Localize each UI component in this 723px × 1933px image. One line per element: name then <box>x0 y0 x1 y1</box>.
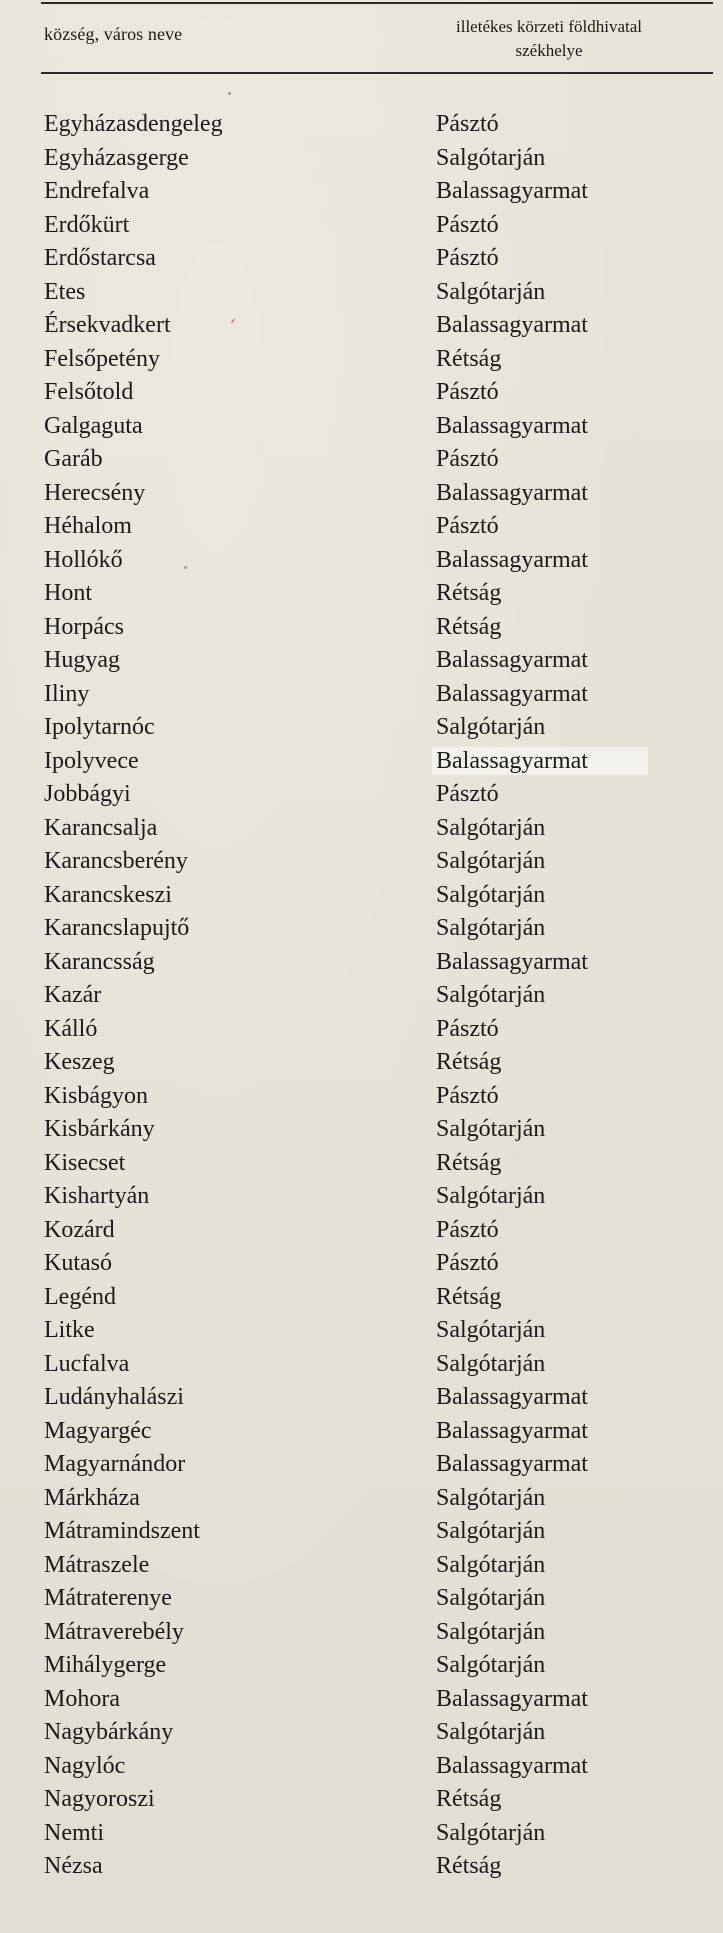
table-row <box>0 1417 723 1451</box>
municipality-name: Magyargéc <box>44 1417 152 1444</box>
land-office-seat: Pásztó <box>436 1015 499 1042</box>
table-row <box>0 1852 723 1886</box>
table-row <box>0 1216 723 1250</box>
table-row <box>0 546 723 580</box>
municipality-name: Mátraterenye <box>44 1585 172 1611</box>
table-row <box>0 1718 723 1752</box>
table-row <box>0 1685 723 1719</box>
municipality-name: Nézsa <box>44 1853 103 1879</box>
municipality-name: Iliny <box>44 680 90 707</box>
land-office-seat: Rétság <box>436 1786 502 1812</box>
municipality-name: Héhalom <box>44 513 132 539</box>
table-row <box>0 1484 723 1518</box>
municipality-name: Herecsény <box>44 479 146 506</box>
table-row <box>0 1015 723 1049</box>
table-row <box>0 1651 723 1685</box>
municipality-name: Mihálygerge <box>44 1652 167 1678</box>
table-row <box>0 1249 723 1283</box>
table-row <box>0 1149 723 1183</box>
table-row <box>0 1115 723 1149</box>
land-office-seat: Balassagyarmat <box>436 948 588 975</box>
land-office-seat: Rétság <box>436 580 502 606</box>
table-row <box>0 646 723 680</box>
table-row <box>0 1785 723 1819</box>
table-row <box>0 914 723 948</box>
municipality-name: Mátraverebély <box>44 1618 184 1645</box>
table-row <box>0 1283 723 1317</box>
table-row <box>0 1350 723 1384</box>
table-row <box>0 1618 723 1652</box>
table-row <box>0 1752 723 1786</box>
table-row <box>0 1584 723 1618</box>
column-header-office-line1: illetékes körzeti földhivatal <box>456 17 642 36</box>
municipality-name: Kazár <box>44 982 102 1008</box>
print-speck <box>228 92 231 95</box>
municipality-name: Litke <box>44 1317 95 1343</box>
municipality-name: Hont <box>44 580 92 606</box>
municipality-name: Erdőstarcsa <box>44 245 156 271</box>
land-office-seat: Salgótarján <box>436 714 546 740</box>
table-row <box>0 713 723 747</box>
municipality-name: Karancskeszi <box>44 881 172 908</box>
land-office-seat: Pásztó <box>436 211 499 238</box>
land-office-seat: Salgótarján <box>436 1317 546 1343</box>
table-row <box>0 847 723 881</box>
column-header-office-line2: székhelye <box>515 41 583 60</box>
municipality-name: Karancslapujtő <box>44 915 190 941</box>
table-row <box>0 1182 723 1216</box>
municipality-name: Kishartyán <box>44 1183 150 1209</box>
municipality-name: Kálló <box>44 1015 98 1042</box>
land-office-seat: Balassagyarmat <box>436 178 588 204</box>
municipality-name: Karancsalja <box>44 814 158 841</box>
land-office-seat: Pásztó <box>436 1250 499 1276</box>
municipality-name: Nagyoroszi <box>44 1786 155 1812</box>
table-row <box>0 1383 723 1417</box>
municipality-name: Endrefalva <box>44 178 150 204</box>
municipality-name: Kisbárkány <box>44 1116 155 1142</box>
municipality-name: Márkháza <box>44 1484 140 1511</box>
land-office-seat: Salgótarján <box>436 1484 546 1511</box>
land-office-seat: Balassagyarmat <box>436 1417 588 1444</box>
municipality-name: Karancsság <box>44 948 155 975</box>
table-row <box>0 278 723 312</box>
land-office-seat: Balassagyarmat <box>436 479 588 506</box>
table-row <box>0 1819 723 1853</box>
table-row <box>0 311 723 345</box>
column-header-name: község, város neve <box>44 24 183 44</box>
land-office-seat: Balassagyarmat <box>436 1752 588 1779</box>
municipality-name: Garáb <box>44 446 103 472</box>
land-office-seat: Pásztó <box>436 379 499 405</box>
top-rule <box>41 2 713 4</box>
land-office-seat: Salgótarján <box>436 1819 546 1846</box>
municipality-name: Érsekvadkert <box>44 312 171 338</box>
municipality-name: Horpács <box>44 613 124 640</box>
table-row <box>0 445 723 479</box>
land-office-seat: Pásztó <box>436 245 499 271</box>
municipality-name: Nagylóc <box>44 1752 126 1779</box>
municipality-name: Mohora <box>44 1685 120 1712</box>
municipality-name: Ipolytarnóc <box>44 714 155 740</box>
municipality-name: Kisecset <box>44 1149 126 1176</box>
table-row <box>0 680 723 714</box>
land-office-seat: Salgótarján <box>436 144 546 171</box>
land-office-seat: Salgótarján <box>436 1350 546 1377</box>
municipality-name: Etes <box>44 278 86 305</box>
table-row <box>0 613 723 647</box>
table-row <box>0 211 723 245</box>
municipality-name: Felsőtold <box>44 379 134 405</box>
municipality-name: Keszeg <box>44 1049 115 1075</box>
land-office-seat: Pásztó <box>436 1082 499 1109</box>
land-office-seat: Balassagyarmat <box>436 647 588 673</box>
land-office-seat: Salgótarján <box>436 1719 546 1745</box>
land-office-seat: Salgótarján <box>436 881 546 908</box>
land-office-seat: Salgótarján <box>436 1551 546 1578</box>
municipality-name: Egyházasgerge <box>44 144 189 171</box>
land-office-seat: Pásztó <box>436 781 499 807</box>
land-office-seat: Salgótarján <box>436 278 546 305</box>
table-row <box>0 177 723 211</box>
land-office-seat: Salgótarján <box>436 1585 546 1611</box>
land-office-seat: Balassagyarmat <box>436 546 588 573</box>
table-row <box>0 1082 723 1116</box>
land-office-seat: Pásztó <box>436 1216 499 1243</box>
land-office-seat: Rétság <box>436 1049 502 1075</box>
table-row <box>0 1551 723 1585</box>
land-office-seat: Rétság <box>436 613 502 640</box>
table-row <box>0 345 723 379</box>
municipality-name: Hollókő <box>44 546 123 573</box>
land-office-seat: Salgótarján <box>436 1518 546 1544</box>
municipality-name: Kozárd <box>44 1216 115 1243</box>
land-office-seat: Salgótarján <box>436 1652 546 1678</box>
municipality-name: Galgaguta <box>44 412 143 439</box>
municipality-name: Legénd <box>44 1283 116 1310</box>
table-row <box>0 479 723 513</box>
land-office-seat: Salgótarján <box>436 1183 546 1209</box>
land-office-seat: Rétság <box>436 1853 502 1879</box>
municipality-name: Hugyag <box>44 647 120 673</box>
municipality-name: Magyarnándor <box>44 1451 186 1477</box>
municipality-name: Nagybárkány <box>44 1719 174 1745</box>
municipality-name: Egyházasdengeleg <box>44 111 223 137</box>
land-office-seat: Salgótarján <box>436 848 546 874</box>
land-office-seat: Salgótarján <box>436 915 546 941</box>
column-header-office <box>395 15 703 63</box>
municipality-name: Erdőkürt <box>44 211 130 238</box>
table-row <box>0 412 723 446</box>
table-row <box>0 579 723 613</box>
municipality-name: Karancsberény <box>44 848 188 874</box>
municipality-table <box>0 110 723 1886</box>
table-row <box>0 512 723 546</box>
table-row <box>0 814 723 848</box>
table-row <box>0 1517 723 1551</box>
land-office-seat: Salgótarján <box>436 1618 546 1645</box>
municipality-name: Nemti <box>44 1819 104 1846</box>
header-rule <box>41 72 713 74</box>
land-office-seat: Pásztó <box>436 111 499 137</box>
table-row <box>0 881 723 915</box>
land-office-seat: Rétság <box>436 1283 502 1310</box>
municipality-name: Mátramindszent <box>44 1518 200 1544</box>
land-office-seat: Rétság <box>436 1149 502 1176</box>
table-row <box>0 981 723 1015</box>
land-office-seat: Pásztó <box>436 446 499 472</box>
municipality-name: Kisbágyon <box>44 1082 148 1109</box>
table-row <box>0 948 723 982</box>
table-row <box>0 144 723 178</box>
table-row <box>0 378 723 412</box>
land-office-seat: Balassagyarmat <box>436 312 588 338</box>
land-office-seat: Salgótarján <box>436 982 546 1008</box>
land-office-seat: Balassagyarmat <box>436 1451 588 1477</box>
land-office-seat: Balassagyarmat <box>436 680 588 707</box>
municipality-name: Kutasó <box>44 1250 112 1276</box>
table-row <box>0 780 723 814</box>
land-office-seat: Salgótarján <box>436 814 546 841</box>
table-row <box>0 244 723 278</box>
land-office-seat: Balassagyarmat <box>436 412 588 439</box>
land-office-seat: Balassagyarmat <box>436 1685 588 1712</box>
municipality-name: Mátraszele <box>44 1551 150 1578</box>
municipality-name: Jobbágyi <box>44 781 131 807</box>
table-row <box>0 1450 723 1484</box>
land-office-seat: Rétság <box>436 345 502 372</box>
land-office-seat: Balassagyarmat <box>432 747 648 775</box>
table-row <box>0 747 723 781</box>
municipality-name: Felsőpetény <box>44 345 160 372</box>
municipality-name: Lucfalva <box>44 1350 130 1377</box>
land-office-seat: Balassagyarmat <box>436 1384 588 1410</box>
table-row <box>0 1048 723 1082</box>
municipality-name: Ipolyvece <box>44 747 139 774</box>
table-row <box>0 110 723 144</box>
land-office-seat: Salgótarján <box>436 1116 546 1142</box>
land-office-seat: Pásztó <box>436 513 499 539</box>
municipality-name: Ludányhalászi <box>44 1384 184 1410</box>
table-row <box>0 1316 723 1350</box>
